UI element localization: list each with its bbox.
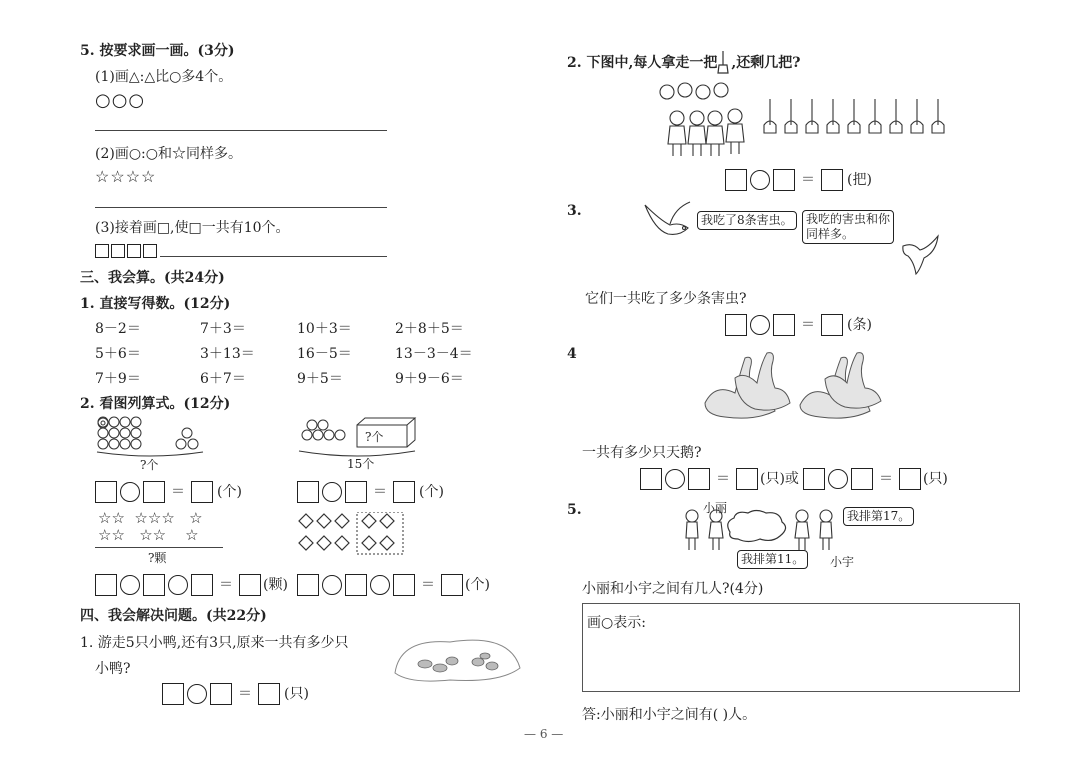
label-question-ke: ?颗 (148, 551, 167, 565)
r-q5-question: 小丽和小宇之间有几人?(4分) (582, 581, 764, 597)
r-q5-num: 5. (567, 502, 582, 518)
diamonds-figure (297, 512, 407, 562)
s4-q1-line1: 1. 游走5只小鸭,还有3只,原来一共有多少只 (80, 635, 349, 651)
label-question-ge-a: ?个 (140, 458, 159, 472)
s4-q1-line2: 小鸭? (95, 661, 131, 677)
draw-line-3 (160, 256, 387, 257)
flower-groups-figure (95, 415, 215, 460)
q5-part3: (3)接着画□,使□一共有10个。 (95, 220, 290, 236)
calc-r2c0: 7＋9＝ (95, 371, 141, 387)
bubble-11: 我排第11。 (737, 550, 808, 569)
apples-box-figure (297, 415, 422, 460)
r-q4-num: 4 (567, 346, 577, 362)
calc-r1c0: 5＋6＝ (95, 346, 141, 362)
calc-r0c0: 8－2＝ (95, 321, 141, 337)
equation-ducks: ＝ (只) (162, 683, 309, 705)
equation-brooms: ＝ (把) (725, 169, 872, 191)
children-right-figure (788, 508, 843, 553)
draw-line-1 (95, 130, 387, 131)
brooms-figure (762, 97, 950, 142)
drawing-box-label: 画○表示: (587, 615, 646, 631)
s3-q1-title: 1. 直接写得数。(12分) (80, 296, 231, 312)
bubble-bird-1: 我吃了8条害虫。 (697, 211, 797, 230)
r-q4-question: 一共有多少只天鹅? (582, 445, 702, 461)
r-q3-question: 它们一共吃了多少条害虫? (585, 291, 747, 307)
calc-r1c2: 16－5＝ (297, 346, 352, 362)
calc-r1c3: 13－3－4＝ (395, 346, 473, 362)
calc-r2c2: 9＋5＝ (297, 371, 343, 387)
equation-d: ＝ (个) (297, 574, 490, 596)
calc-r1c1: 3＋13＝ (200, 346, 255, 362)
bubble-17: 我排第17。 (843, 507, 914, 526)
drawing-answer-box[interactable] (582, 603, 1020, 692)
equation-c: ＝ (颗) (95, 574, 288, 596)
q5-part1-circles: ○○○ (95, 90, 146, 111)
box-label: ?个 (365, 430, 384, 444)
label-15ge: 15个 (347, 457, 375, 471)
r-q5-answer: 答:小丽和小宇之间有( )人。 (582, 707, 757, 723)
q5-title: 5. 按要求画一画。(3分) (80, 43, 235, 59)
page-number: — 6 — (524, 727, 564, 741)
bird-right-figure (898, 228, 946, 276)
q5-part1: (1)画△:△比○多4个。 (95, 69, 233, 85)
r-q3-num: 3. (567, 203, 582, 219)
calc-r0c3: 2＋8＋5＝ (395, 321, 464, 337)
name-xiaoli: 小丽 (703, 501, 728, 515)
draw-line-2 (95, 207, 387, 208)
calc-r2c1: 6＋7＝ (200, 371, 246, 387)
q5-part3-squares (95, 243, 159, 259)
calc-r0c2: 10＋3＝ (297, 321, 352, 337)
broom-icon (717, 51, 731, 75)
equation-a: ＝ (个) (95, 481, 242, 503)
q5-part2: (2)画○:○和☆同样多。 (95, 146, 242, 162)
equation-insects: ＝ (条) (725, 314, 872, 336)
swans-figure (695, 343, 890, 428)
bird-left-figure (640, 200, 700, 242)
bubble-bird-2: 我吃的害虫和你 同样多。 (802, 210, 894, 244)
section4-title: 四、我会解决问题。(共22分) (80, 608, 267, 624)
cloud-figure (722, 508, 790, 544)
calc-r2c3: 9＋9－6＝ (395, 371, 464, 387)
equation-swans: ＝ (只)或 ＝ (只) (640, 468, 948, 490)
q5-part2-stars: ☆☆☆☆ (95, 167, 157, 186)
ducks-pond-figure (390, 628, 525, 686)
s3-q2-title: 2. 看图列算式。(12分) (80, 396, 231, 412)
calc-r0c1: 7＋3＝ (200, 321, 246, 337)
equation-b: ＝ (个) (297, 481, 444, 503)
r-q2-title: 2. 下图中,每人拿走一把 ,还剩几把? (567, 51, 800, 75)
section3-title: 三、我会算。(共24分) (80, 270, 225, 286)
children-group-figure (655, 80, 750, 160)
name-xiaoyu: 小宇 (830, 555, 855, 569)
stars-figure: ☆☆ ☆☆☆ ☆ ☆☆ ☆☆ ☆ (98, 509, 203, 544)
